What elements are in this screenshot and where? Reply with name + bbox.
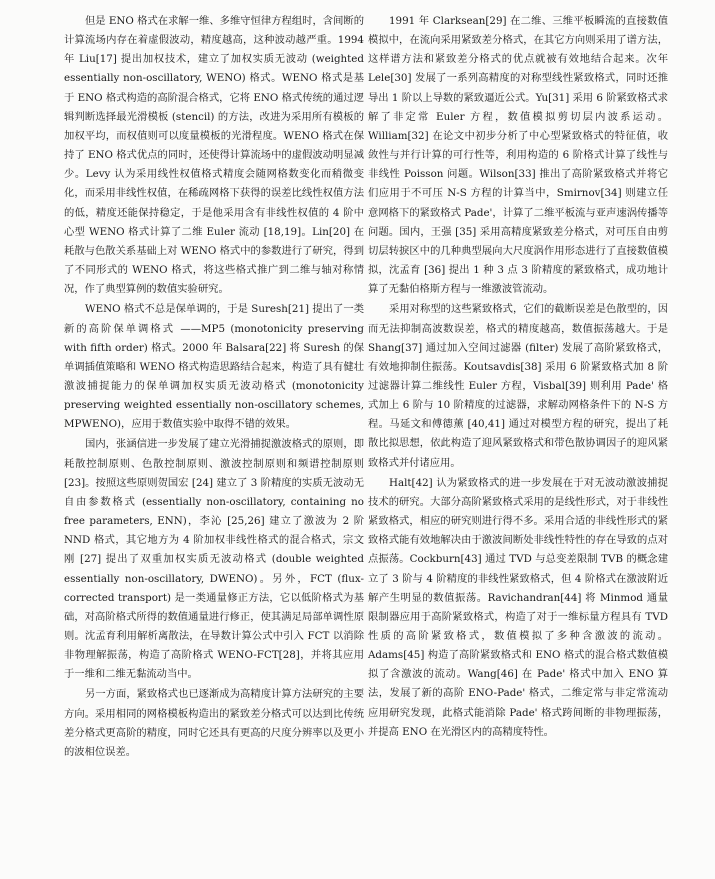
- paragraph-nonlinear-compact: Halt[42] 认为紧致格式的进一步发展在于对无波动激波捕捉技术的研究。大部分高阶紧致格式采用的是线性形式，对于非线性紧致格式，相应的研究则进行得不多。采用合适的非线性形式的紧致格式能有效地解决由于激波间断处非线性特性的存在导致的点对点振荡。Cockburn[43] 通过 TVD 与总变差限制 TVB 的概念建立了 3 阶与 4 阶精度的非线性紧致格式，但 4 阶格式在激波附近解产生明显的数值振荡。Ravichandran[44] 将 Minmod 通量限制器应用于高阶紧致格式，构造了对于一维标量方程具有 TVD 性质的高阶紧致格式，数值模拟了多种含激波的流动。Adams[45] 构造了高阶紧致格式和 ENO 格式的混合格式数值模拟了含激波的流动。Wang[46] 在 Pade' 格式中加入 ENO 算法，发展了新的高阶 ENO-Pade' 格式，二维定常与非定常流动应用研究发现，此格式能消除 Pade' 格式跨间断的非物理振荡，并提高 ENO 在光滑区内的高精度特性。: [368, 476, 668, 738]
- paragraph-filters: 采用对称型的这些紧致格式，它们的截断误差是色散型的，因而无法抑制高波数误差，格式的精度越高，数值振荡越大。于是 Shang[37] 通过加入空间过滤器 (filter) 发展了高阶紧致格式，有效地抑制住振荡。Koutsavdis[38] 采用 6 阶紧致格式加 8 阶过滤器计算二维线性 Euler 方程，Visbal[39] 则利用 Pade' 格式加上 6 阶与 10 阶精度的过滤器，求解动网格条件下的 N-S 方程。马延文和傅德薰 [40,41] 通过对模型方程的研究，提出了耗散比拟思想，依此构造了迎风紧致格式和带色散协调因子的迎风紧致格式并付诸应用。: [368, 303, 668, 469]
- paragraph-compact-schemes: 另一方面，紧致格式也已逐渐成为高精度计算方法研究的主要方向。采用相同的网格模板构造出的紧致差分格式可以达到比传统差分格式更高阶的精度，同时它还具有更高的尺度分辨率以及更小的波相位误差。: [64, 688, 364, 758]
- paragraph-weno-intro: 但是 ENO 格式在求解一维、多维守恒律方程组时，含间断的计算流场内存在着虚假波动，精度越高，这种波动越严重。1994 年 Liu[17] 提出加权技术，建立了加权实质无波动 (weighted essentially non-oscillatory, WENO) 格式。WENO 格式是基于 ENO 格式构造的高阶混合格式，它将 ENO 格式传统的通过逻辑判断选择最光滑模板 (stencil) 的方法，改进为采用所有模板的加权平均，而权值则可以度量模板的光滑程度。WENO 格式在保持了 ENO 格式优点的同时，还使得计算流场中的虚假波动明显减少。Levy 认为采用线性权值格式精度会随网格数变化而稍微变化，而采用非线性权值，在稀疏网格下获得的误差比线性权值方法的低，精度还能保持稳定，于是他采用含有非线性权值的 4 阶中心型 WENO 格式计算了二维 Euler 流动 [18,19]。Lin[20] 在耗散与色散关系基础上对 WENO 格式中的参数进行了研究，得到了不同形式的 WENO 格式，将这些格式推广到二维与轴对称情况，作了典型算例的数值实验研究。: [64, 15, 364, 296]
- left-column: [64, 12, 364, 762]
- right-column: [368, 12, 668, 742]
- paragraph-compact-history: 1991 年 Clarksean[29] 在二维、三维平板瞬流的直接数值模拟中，在流向采用紧致差分格式，在其它方向则采用了谱方法，这样谱方法和紧致差分格式的优点就被有效地结合起来。次年 Lele[30] 发展了一系列高精度的对称型线性紧致格式，同时还推导出 1 阶以上导数的紧致逼近公式。Yu[31] 采用 6 阶紧致格式求解了非定常 Euler 方程，数值模拟剪切层内波系运动。William[32] 在论文中初步分析了中心型紧致格式的特征值，收敛性与并行计算的可行性等，利用构造的 6 阶格式计算了线性与非线性 Poisson 问题。Wilson[33] 推出了高阶紧致格式并将它们应用于不可压 N-S 方程的计算当中，Smirnov[34] 则建立任意网格下的紧致格式 Pade'，计算了二维平板流与亚声速涡传播等问题。国内，王强 [35] 采用高精度紧致差分格式，对可压自由剪切层转捩区中的几种典型展向大尺度涡作用形态进行了直接数值模拟，沈孟育 [36] 提出 1 种 3 点 3 阶精度的紧致格式，成功地计算了无黏伯格斯方程与一维激波管流动。: [368, 15, 668, 296]
- paragraph-domestic-schemes: 国内，张涵信进一步发展了建立光滑捕捉激波格式的原则，即耗散控制原则、色散控制原则、激波控制原则和频谱控制原则 [23]。按照这些原则贺国宏 [24] 建立了 3 阶精度的实质无波动无自由参数格式 (essentially non-oscillatory, containing no free parameters, ENN)，李沁 [25,26] 建立了激波为 2 阶 NND 格式，其它地方为 4 阶加权非线性格式的混合格式，宗文刚 [27] 提出了双重加权实质无波动格式 (double weighted essentially non-oscillatory, DWENO)。另外，FCT (flux-corrected transport) 是一类通量修正方法，它以低阶格式为基础，对高阶格式所得的数值通量进行修正，使其满足局部单调性原则。沈孟育利用解析离散法，在导数计算公式中引入 FCT 以消除非物理解振荡，构造了高阶格式 WENO-FCT[28]，并将其应用于一维和二维无黏流动当中。: [64, 438, 364, 681]
- paragraph-mp5-mpweno: WENO 格式不总是保单调的，于是 Suresh[21] 提出了一类新的高阶保单调格式 ——MP5 (monotonicity preserving with fifth order) 格式。2000 年 Balsara[22] 将 Suresh 的保单调插值策略和 WENO 格式构造思路结合起来，构造了具有健壮激波捕捉能力的保单调加权实质无波动格式 (monotonicity preserving weighted essentially non-oscillatory schemes, MPWENO)，应用于数值实验中取得不错的效果。: [64, 303, 364, 431]
